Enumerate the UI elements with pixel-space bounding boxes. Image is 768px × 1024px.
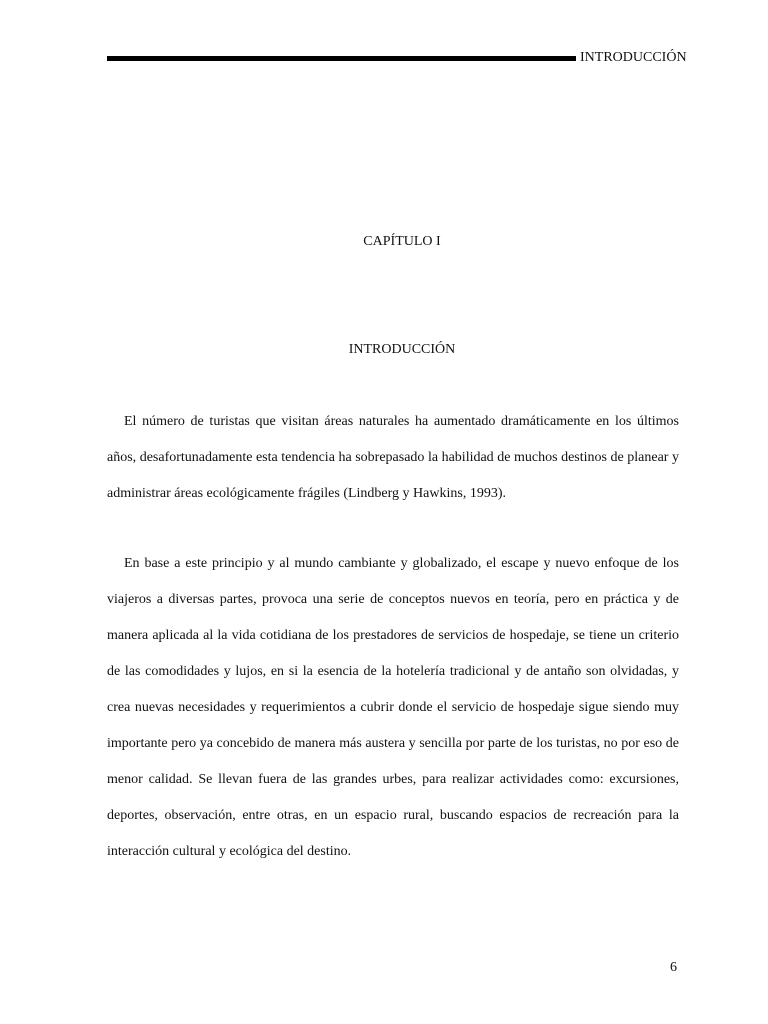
section-title: INTRODUCCIÓN <box>348 342 456 357</box>
page-number: 6 <box>670 960 677 975</box>
chapter-title: CAPÍTULO I <box>363 234 441 249</box>
paragraph-1: El número de turistas que visitan áreas naturales ha aumentado dramáticamente en los últimos años, desafortunadamente esta tendencia ha sobrepasado la habilidad de muchos destinos de planear y administrar áreas ecológicamente frágiles (Lindberg y Hawkins, 1993). <box>107 414 679 501</box>
header-rule <box>107 56 576 61</box>
running-header: INTRODUCCIÓN <box>580 50 687 65</box>
paragraph-2: En base a este principio y al mundo cambiante y globalizado, el escape y nuevo enfoque de los viajeros a diversas partes, provoca una serie de conceptos nuevos en teoría, pero en práctica y de manera aplicada al la vida cotidiana de los prestadores de servicios de hospedaje, se tiene un criterio de las comodidades y lujos, en si la esencia de la hotelería tradicional y de antaño son olvidadas, y crea nuevas necesidades y requerimientos a cubrir donde el servicio de hospedaje sigue siendo muy importante pero ya concebido de manera más austera y sencilla por parte de los turistas, no por eso de menor calidad. Se llevan fuera de las grandes urbes, para realizar actividades como: excursiones, deportes, observación, entre otras, en un espacio rural, buscando espacios de recreación para la interacción cultural y ecológica del destino. <box>107 556 679 859</box>
